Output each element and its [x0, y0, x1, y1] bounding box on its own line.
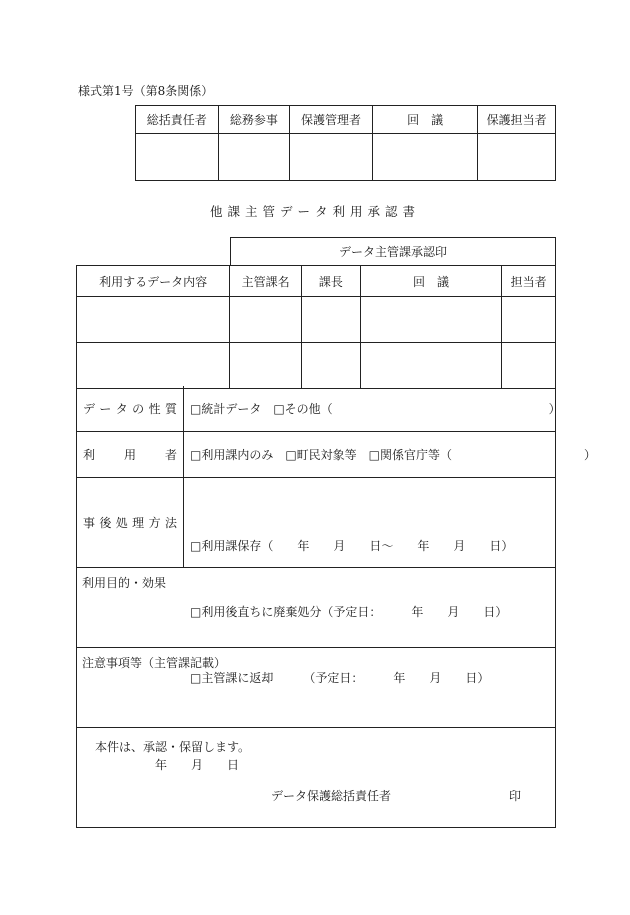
post-option-keep[interactable]: □利用課保存（ 年 月 日～ 年 月 日）	[190, 539, 514, 553]
responsible-person-label: データ保護総括責任者	[271, 789, 392, 803]
user-label: 利 用 者	[83, 448, 177, 462]
header-staff: 担当者	[502, 266, 556, 297]
approval-header-general: 総括責任者	[136, 106, 219, 134]
stamp-cell-staff[interactable]	[478, 134, 556, 181]
dept-name-cell[interactable]	[230, 343, 302, 389]
notes-field[interactable]	[76, 648, 556, 728]
review-cell[interactable]	[360, 297, 501, 343]
data-property-row	[76, 386, 561, 432]
notes-label: 注意事項等（主管課記載）	[82, 656, 227, 670]
data-usage-table	[76, 265, 556, 389]
seal-mark[interactable]: 印	[509, 789, 522, 803]
approval-header-affairs: 総務参事	[218, 106, 290, 134]
post-option-return[interactable]: □主管課に返却 （予定日： 年 月 日）	[190, 671, 490, 685]
data-property-options[interactable]: □統計データ □その他（ ）	[190, 402, 561, 416]
header-chief: 課長	[302, 266, 361, 297]
staff-cell[interactable]	[502, 297, 556, 343]
approval-stamp-table	[135, 105, 556, 181]
data-property-label: デ ー タ の 性 質	[83, 402, 177, 416]
form-number: 様式第1号（第8条関係）	[78, 84, 214, 98]
stamp-cell-review[interactable]	[372, 134, 478, 181]
chief-cell[interactable]	[302, 297, 361, 343]
review-cell[interactable]	[360, 343, 501, 389]
approval-date[interactable]: 年 月 日	[155, 758, 240, 772]
stamp-cell-affairs[interactable]	[218, 134, 290, 181]
approval-section	[76, 728, 556, 828]
user-row	[76, 432, 597, 478]
post-option-dispose[interactable]: □利用後直ちに廃棄処分（予定日： 年 月 日）	[190, 605, 508, 619]
purpose-label: 利用目的・効果	[82, 576, 167, 590]
approval-header-manager: 保護管理者	[290, 106, 373, 134]
approval-header-review: 回 議	[372, 106, 478, 134]
user-options[interactable]: □利用課内のみ □町民対象等 □関係官庁等（ ）	[190, 448, 597, 462]
chief-cell[interactable]	[302, 343, 361, 389]
header-review: 回 議	[360, 266, 501, 297]
staff-cell[interactable]	[502, 343, 556, 389]
approval-header-staff: 保護担当者	[478, 106, 556, 134]
stamp-cell-general[interactable]	[136, 134, 219, 181]
purpose-field[interactable]	[76, 568, 556, 648]
data-content-cell[interactable]	[77, 297, 230, 343]
data-content-cell[interactable]	[77, 343, 230, 389]
header-data-content: 利用するデータ内容	[77, 266, 230, 297]
dept-name-cell[interactable]	[230, 297, 302, 343]
stamp-cell-manager[interactable]	[290, 134, 373, 181]
document-title: 他課主管データ利用承認書	[209, 204, 420, 219]
approval-statement: 本件は、承認・保留します。	[95, 740, 251, 754]
post-processing-label: 事 後 処 理 方 法	[83, 516, 177, 530]
header-dept-name: 主管課名	[230, 266, 302, 297]
dept-approval-stamp-header: データ主管課承認印	[230, 237, 556, 265]
